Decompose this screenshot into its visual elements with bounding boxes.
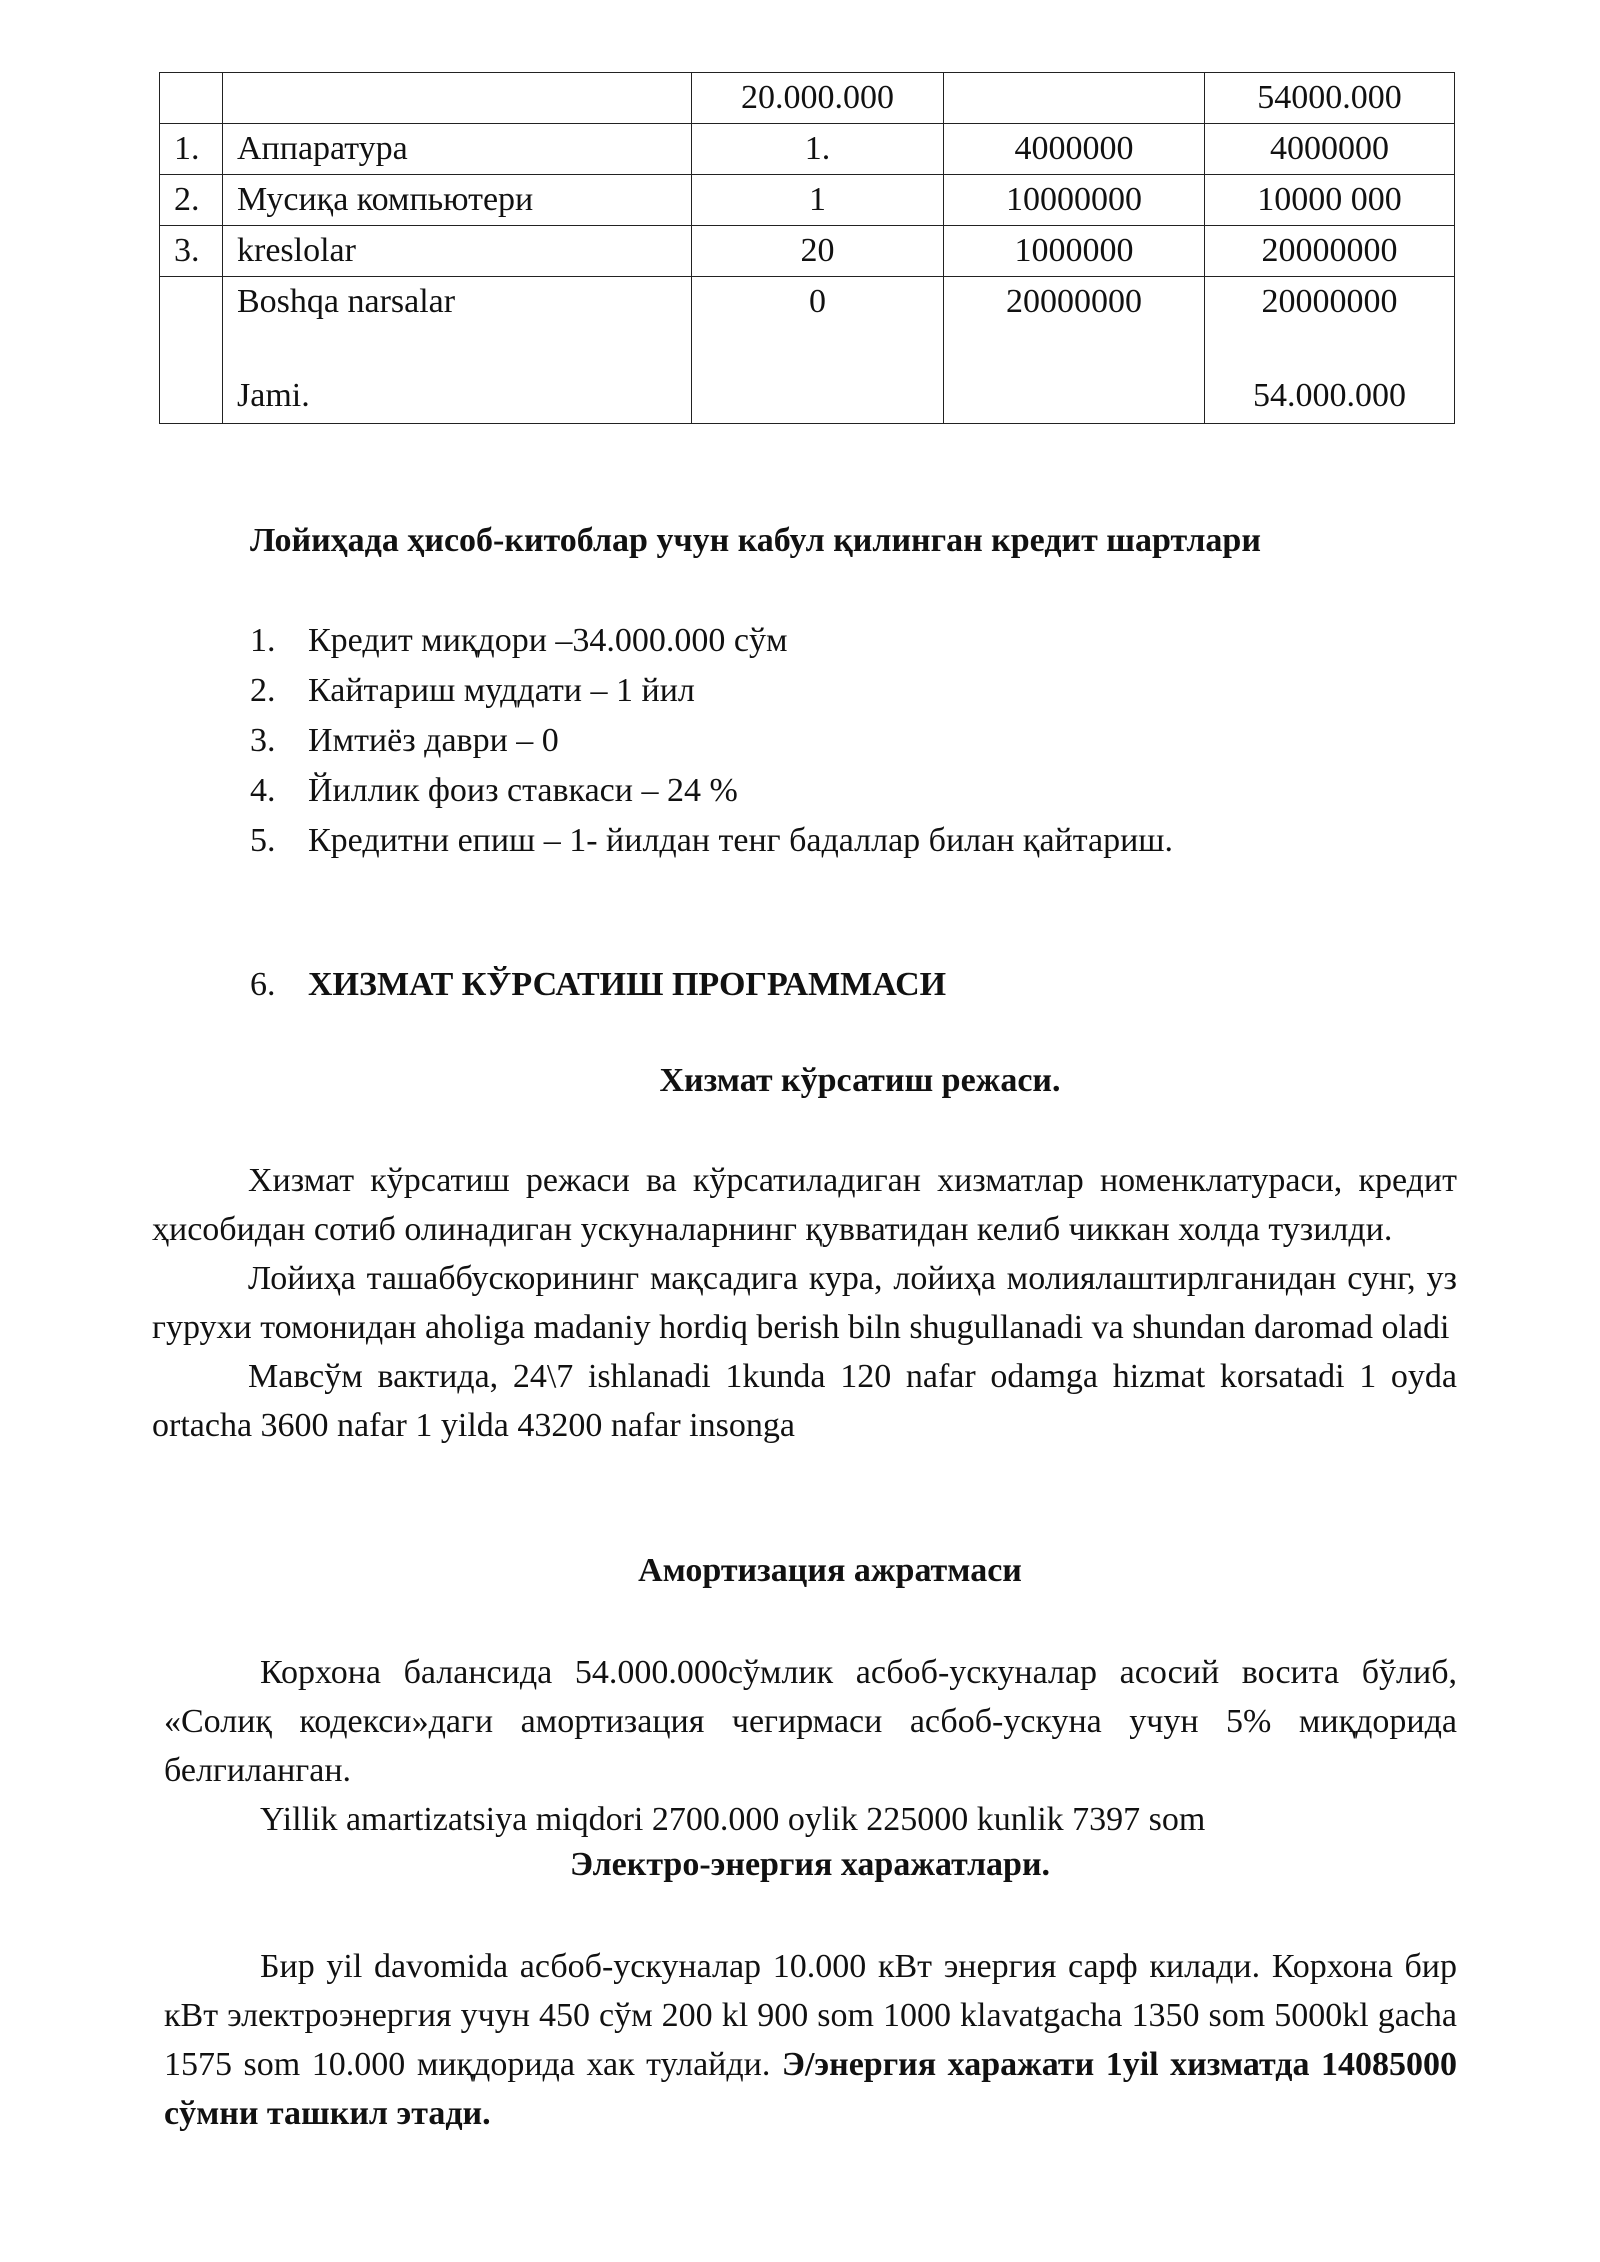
paragraph: Бир yil davomida асбоб-ускуналар 10.000 кВт энергия сарф килади. Корхона бир кВт электроэнергия учун 450 сўм 200 kl 900 som 1000 klavatgacha 1350 som 5000kl gacha 1575 som 10.000 миқдорида хак тулайди. Э/энергия харажати 1yil хизматда 14085000 сўмни ташкил этади. <box>164 1948 1457 2132</box>
paragraph: Хизмат кўрсатиш режаси ва кўрсатиладиган хизматлар номенклатураси, кредит ҳисобидан сотиб олинадиган ускуналарнинг қувватидан келиб чиккан холда тузилди. <box>152 1162 1457 1248</box>
paragraph: Yillik amartizatsiya miqdori 2700.000 oylik 225000 kunlik 7397 som <box>260 1801 1206 1838</box>
energy-cost-summary: Э/энергия харажати 1yil хизматда 14085000 сўмни ташкил этади. <box>164 2046 1457 2132</box>
other-items-sum: 20000000 <box>1261 283 1398 320</box>
item-sum: 4000000 <box>1205 124 1455 175</box>
item-price: 10000000 <box>944 175 1205 226</box>
item-name: Аппаратура <box>223 124 692 175</box>
item-name: kreslolar <box>223 226 692 277</box>
table-row <box>160 124 1455 175</box>
amortization-text <box>164 1648 1457 1844</box>
table-row-total <box>160 277 1455 424</box>
item-quantity: 0 <box>692 277 944 424</box>
table-cell <box>944 73 1205 124</box>
item-name <box>223 277 692 424</box>
plan-text <box>152 1156 1457 1450</box>
amortization-heading: Амортизация ажратмаси <box>638 1552 1022 1589</box>
section-number: 6. <box>250 966 276 1003</box>
item-sum: 10000 000 <box>1205 175 1455 226</box>
table-row <box>160 175 1455 226</box>
energy-heading: Электро-энергия харажатлари. <box>569 1846 1051 1883</box>
list-item: 5. Кредитни епиш – 1- йилдан тенг бадаллар билан қайтариш. <box>250 822 1173 859</box>
list-item: 2. Кайтариш муддати – 1 йил <box>250 672 695 709</box>
row-number <box>160 277 223 424</box>
paragraph: Лойиҳа ташаббускорининг мақсадига кура, лойиҳа молиялаштирлганидан сунг, уз гурухи томонидан aholiga madaniy hordiq berish biln shugullanadi va shundan daromad oladi <box>152 1260 1457 1346</box>
table-cell <box>223 73 692 124</box>
section-title <box>250 960 946 1010</box>
credit-conditions-list <box>250 616 1173 866</box>
list-item: 3. Имтиёз даври – 0 <box>250 722 559 759</box>
table-cell: 54000.000 <box>1205 73 1455 124</box>
paragraph: Мавсўм вактида, 24\7 ishlanadi 1kunda 120 nafar odamga hizmat korsatadi 1 oyda ortacha 3600 nafar 1 yilda 43200 nafar insonga <box>152 1358 1457 1444</box>
item-quantity: 1. <box>692 124 944 175</box>
row-number: 2. <box>160 175 223 226</box>
item-price: 4000000 <box>944 124 1205 175</box>
item-quantity: 1 <box>692 175 944 226</box>
section-heading: ХИЗМАТ КЎРСАТИШ ПРОГРАММАСИ <box>308 966 947 1003</box>
item-sum <box>1205 277 1455 424</box>
other-items-label: Boshqa narsalar <box>237 283 456 320</box>
item-quantity: 20 <box>692 226 944 277</box>
table-cell: 20.000.000 <box>692 73 944 124</box>
cost-table <box>159 72 1455 424</box>
plan-heading: Хизмат кўрсатиш режаси. <box>659 1062 1061 1099</box>
item-name: Мусиқа компьютери <box>223 175 692 226</box>
list-item: 4. Йиллик фоиз ставкаси – 24 % <box>250 772 738 809</box>
row-number: 1. <box>160 124 223 175</box>
row-number: 3. <box>160 226 223 277</box>
item-price: 20000000 <box>944 277 1205 424</box>
table-cell <box>160 73 223 124</box>
table-row <box>160 226 1455 277</box>
total-sum: 54.000.000 <box>1253 377 1406 414</box>
energy-text <box>164 1942 1457 2138</box>
item-sum: 20000000 <box>1205 226 1455 277</box>
paragraph: Корхона балансида 54.000.000сўмлик асбоб-ускуналар асосий восита бўлиб, «Солиқ кодекси»даги амортизация чегирмаси асбоб-ускуна учун 5% миқдорида белгиланган. <box>164 1654 1457 1789</box>
list-item: 1. Кредит миқдори –34.000.000 сўм <box>250 622 788 659</box>
item-price: 1000000 <box>944 226 1205 277</box>
total-label: Jami. <box>237 377 310 414</box>
table-header-row <box>160 73 1455 124</box>
credit-heading: Лойиҳада ҳисоб-китоблар учун кабул қилинган кредит шартлари <box>250 522 1261 559</box>
